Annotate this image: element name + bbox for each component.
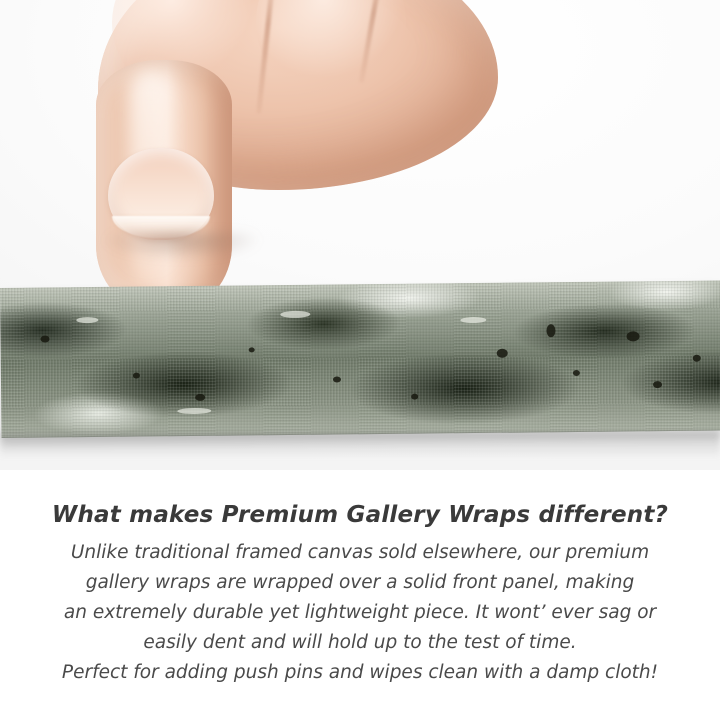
- canvas-speck: [626, 331, 639, 341]
- canvas-speck: [411, 394, 418, 400]
- caption-line: Perfect for adding push pins and wipes clean with a damp cloth!: [61, 662, 659, 683]
- canvas-speck: [333, 376, 341, 382]
- canvas-drop-shadow: [0, 432, 720, 458]
- canvas-speck: [41, 335, 50, 342]
- thumb-contact-shadow: [102, 232, 262, 260]
- canvas-speck: [249, 347, 255, 352]
- caption-block: [0, 472, 720, 720]
- canvas-weave: [0, 280, 720, 438]
- canvas-texture: [0, 280, 720, 438]
- canvas-speck: [195, 394, 205, 401]
- caption-line: Unlike traditional framed canvas sold elsewhere, our premium: [70, 542, 650, 563]
- canvas-speck: [546, 324, 555, 337]
- canvas-wrap-band: [0, 280, 720, 438]
- caption-heading: What makes Premium Gallery Wraps different?: [51, 502, 669, 528]
- canvas-speck: [497, 349, 508, 358]
- canvas-speck: [133, 373, 140, 379]
- caption-line: an extremely durable yet lightweight piece. It wont’ ever sag or: [63, 602, 657, 623]
- canvas-speck: [653, 381, 662, 388]
- canvas-speck: [693, 355, 701, 362]
- canvas-speck: [573, 370, 580, 376]
- caption-body: [35, 538, 685, 688]
- caption-line: easily dent and will hold up to the test of time.: [143, 632, 577, 653]
- caption-line: gallery wraps are wrapped over a solid front panel, making: [85, 572, 635, 593]
